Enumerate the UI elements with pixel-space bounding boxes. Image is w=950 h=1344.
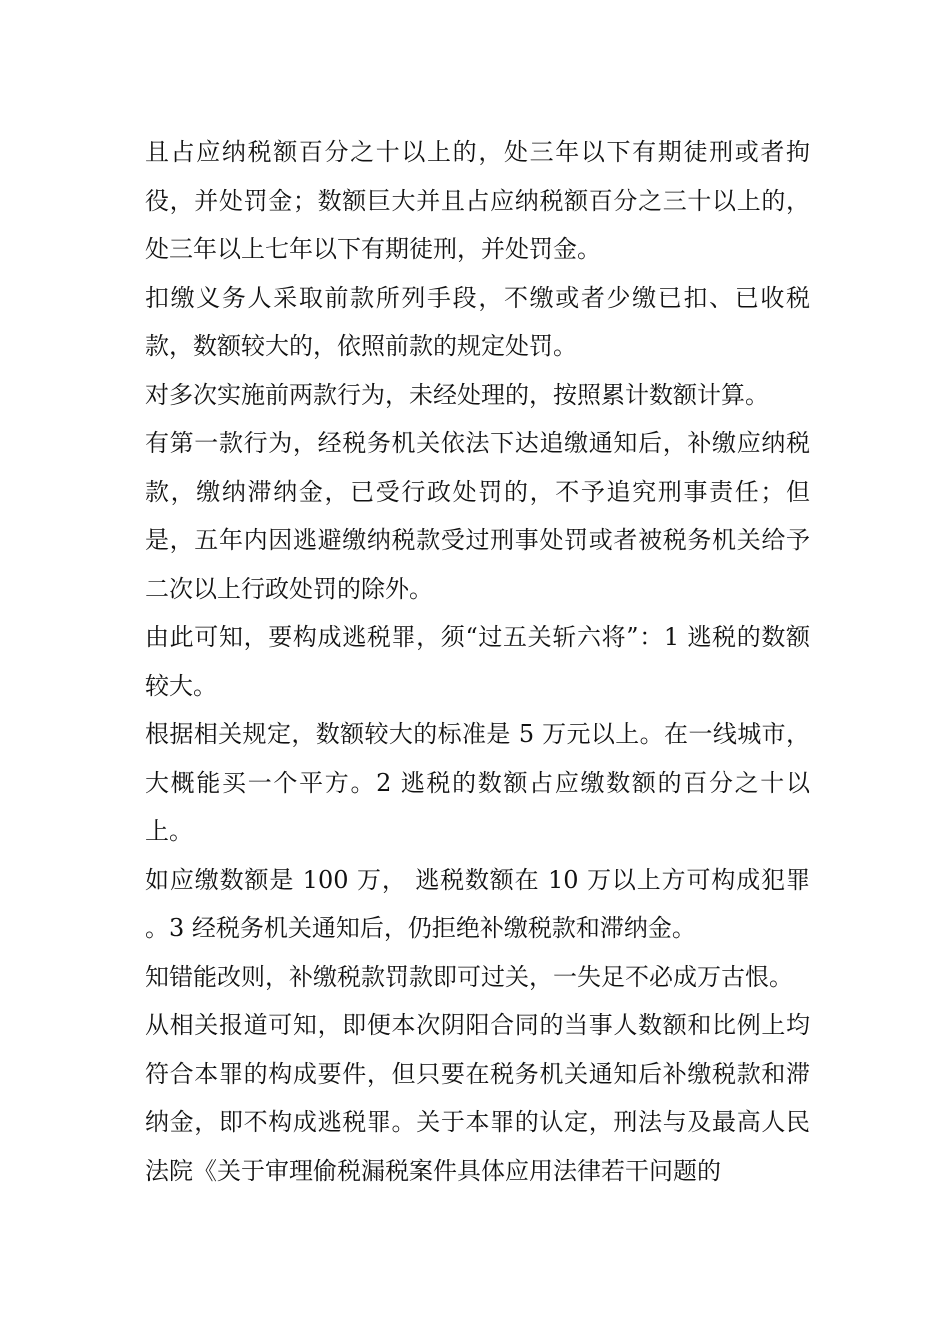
paragraph-6: 根据相关规定，数额较大的标准是 5 万元以上。在一线城市，大概能买一个平方。2 逃税的数额占应缴数额的百分之十以上。 (145, 720, 810, 845)
paragraph-7: 如应缴数额是 100 万， 逃税数额在 10 万以上方可构成犯罪 。3 经税务机关通知后，仍拒绝补缴税款和滞纳金。 (145, 865, 810, 942)
paragraph-5: 由此可知，要构成逃税罪，须“过五关斩六将”：1 逃税的数额较大。 (145, 623, 810, 700)
paragraph-1: 且占应纳税额百分之十以上的，处三年以下有期徒刑或者拘役，并处罚金；数额巨大并且占应纳税额百分之三十以上的，处三年以上七年以下有期徒刑，并处罚金。 (145, 138, 810, 263)
paragraph-8: 知错能改则，补缴税款罚款即可过关，一失足不必成万古恨。 (145, 962, 793, 991)
paragraph-2: 扣缴义务人采取前款所列手段，不缴或者少缴已扣、已收税款，数额较大的，依照前款的规定处罚。 (145, 283, 810, 360)
paragraph-3: 对多次实施前两款行为，未经处理的，按照累计数额计算。 (145, 380, 769, 409)
paragraph-4: 有第一款行为，经税务机关依法下达追缴通知后，补缴应纳税款，缴纳滞纳金，已受行政处罚的，不予追究刑事责任；但是，五年内因逃避缴纳税款受过刑事处罚或者被税务机关给予二次以上行政处罚的除外。 (145, 429, 810, 603)
paragraph-9: 从相关报道可知，即便本次阴阳合同的当事人数额和比例上均符合本罪的构成要件，但只要在税务机关通知后补缴税款和滞纳金，即不构成逃税罪。关于本罪的认定，刑法与及最高人民法院《关于审理偷税漏税案件具体应用法律若干问题的 (145, 1011, 810, 1185)
document-body (145, 128, 810, 1195)
